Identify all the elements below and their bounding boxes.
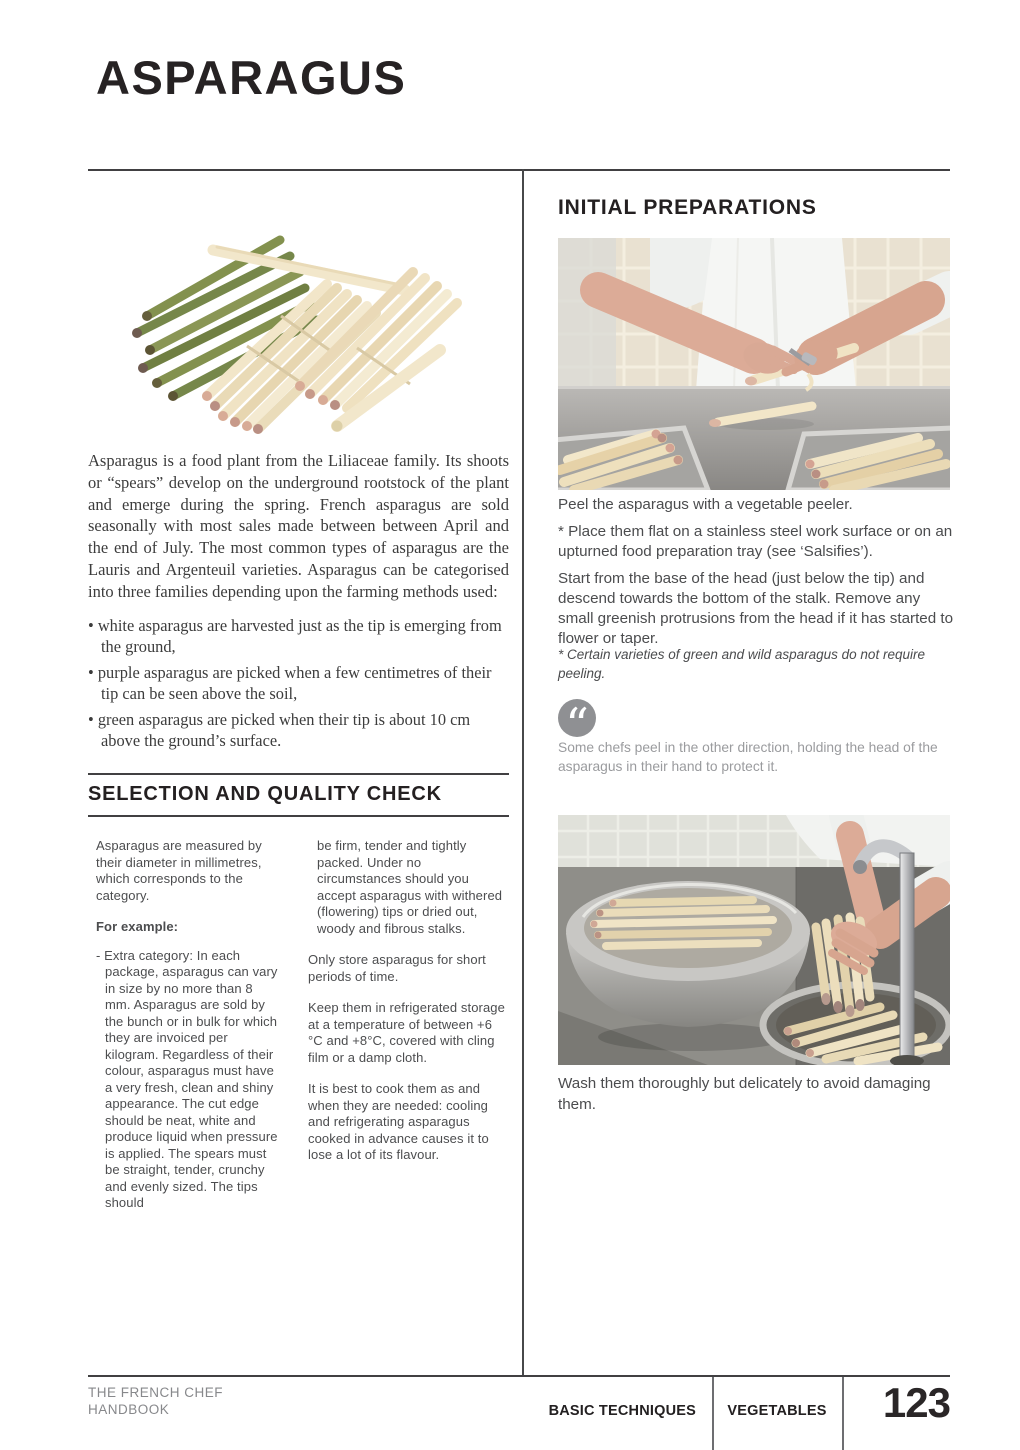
column-divider: [522, 169, 524, 1377]
selection-col2-p1: be firm, tender and tightly packed. Under no circumstances should you accept asparagus with withered (flowering) tips or dried out, woody and fibrous stalks.: [317, 838, 503, 936]
selection-text-columns: [96, 838, 509, 1227]
peeling-scene-illustration: [558, 238, 950, 490]
selection-col2-p2: Only store asparagus for short periods of time.: [308, 952, 486, 984]
chef-tip-text: Some chefs peel in the other direction, holding the head of the asparagus in their hand to protect it.: [558, 740, 938, 774]
selection-col1-p1: Asparagus are measured by their diameter in millimetres, which corresponds to the category.: [96, 838, 262, 903]
preparations-text: [558, 495, 954, 656]
footer-rule: [88, 1375, 950, 1377]
list-item-purple: • purple asparagus are picked when a few centimetres of their tip can be seen above the soil,: [88, 663, 509, 704]
footer-chapter-label: VEGETABLES: [727, 1403, 827, 1419]
peeling-photo: [558, 238, 950, 490]
selection-column-2: [308, 838, 509, 1227]
selection-col2-p3: Keep them in refrigerated storage at a temperature of between +6 °C and +8°C, covered with cling film or a damp cloth.: [308, 1000, 505, 1065]
intro-paragraph: Asparagus is a food plant from the Liliaceae family. Its shoots or “spears” develop on the underground rootstock of the plant and emerge during the spring. French asparagus are sold seasonally with most sales made between between April and the end of July. The most common types of asparagus are the Lauris and Argenteuil varieties. Asparagus can be categorised into three families depending upon the farming methods used:: [88, 451, 509, 601]
preparations-p2: * Place them flat on a stainless steel work surface or on an upturned food preparation tray (see ‘Salsifies’).: [558, 523, 953, 560]
selection-heading: SELECTION AND QUALITY CHECK: [88, 783, 442, 805]
selection-col1-label: For example:: [96, 919, 179, 934]
asparagus-still-life-illustration: [95, 198, 505, 446]
selection-heading-block: [88, 773, 509, 817]
quote-glyph: “: [565, 699, 589, 737]
asparagus-bundles-photo: [95, 198, 505, 446]
selection-column-1: [96, 838, 281, 1227]
quote-icon: [558, 699, 596, 737]
washing-scene-illustration: [558, 815, 950, 1065]
preparations-p3: Start from the base of the head (just below the tip) and descend towards the bottom of the stalk. Remove any small greenish protrusions from the head if it has started to flower or taper.: [558, 570, 954, 647]
book-title-line1: THE FRENCH CHEF: [88, 1385, 223, 1400]
page-title: ASPARAGUS: [96, 51, 407, 104]
list-item-white: • white asparagus are harvested just as the tip is emerging from the ground,: [88, 616, 509, 657]
preparations-heading: INITIAL PREPARATIONS: [558, 196, 817, 219]
book-title-line2: HANDBOOK: [88, 1402, 170, 1417]
washing-photo: [558, 815, 950, 1065]
book-title: [88, 1384, 223, 1418]
washing-caption: Wash them thoroughly but delicately to avoid damaging them.: [558, 1075, 931, 1113]
footer-section-label: BASIC TECHNIQUES: [548, 1403, 696, 1419]
header-rule: [88, 169, 950, 171]
peeling-footnote: * Certain varieties of green and wild asparagus do not require peeling.: [558, 647, 925, 681]
selection-col2-p4: It is best to cook them as and when they are needed: cooling and refrigerating asparagus cooked in advance causes it to lose a lot of its flavour.: [308, 1081, 489, 1162]
list-item-green: • green asparagus are picked when their tip is about 10 cm above the ground’s surface.: [88, 710, 509, 751]
preparations-p1: Peel the asparagus with a vegetable peeler.: [558, 496, 853, 513]
variety-list: [88, 616, 509, 757]
page-number: 123: [882, 1379, 950, 1426]
selection-col1-p2: - Extra category: In each package, asparagus can vary in size by no more than 8 mm. Asparagus are sold by the bunch or in bulk for which they are invoiced per kilogram. Regardless of their colour, asparagus must have a very fresh, clean and shiny appearance. The cut edge should be neat, white and produce liquid when pressure is applied. The spears must be straight, tender, crunchy and evenly sized. The tips should: [96, 947, 278, 1210]
